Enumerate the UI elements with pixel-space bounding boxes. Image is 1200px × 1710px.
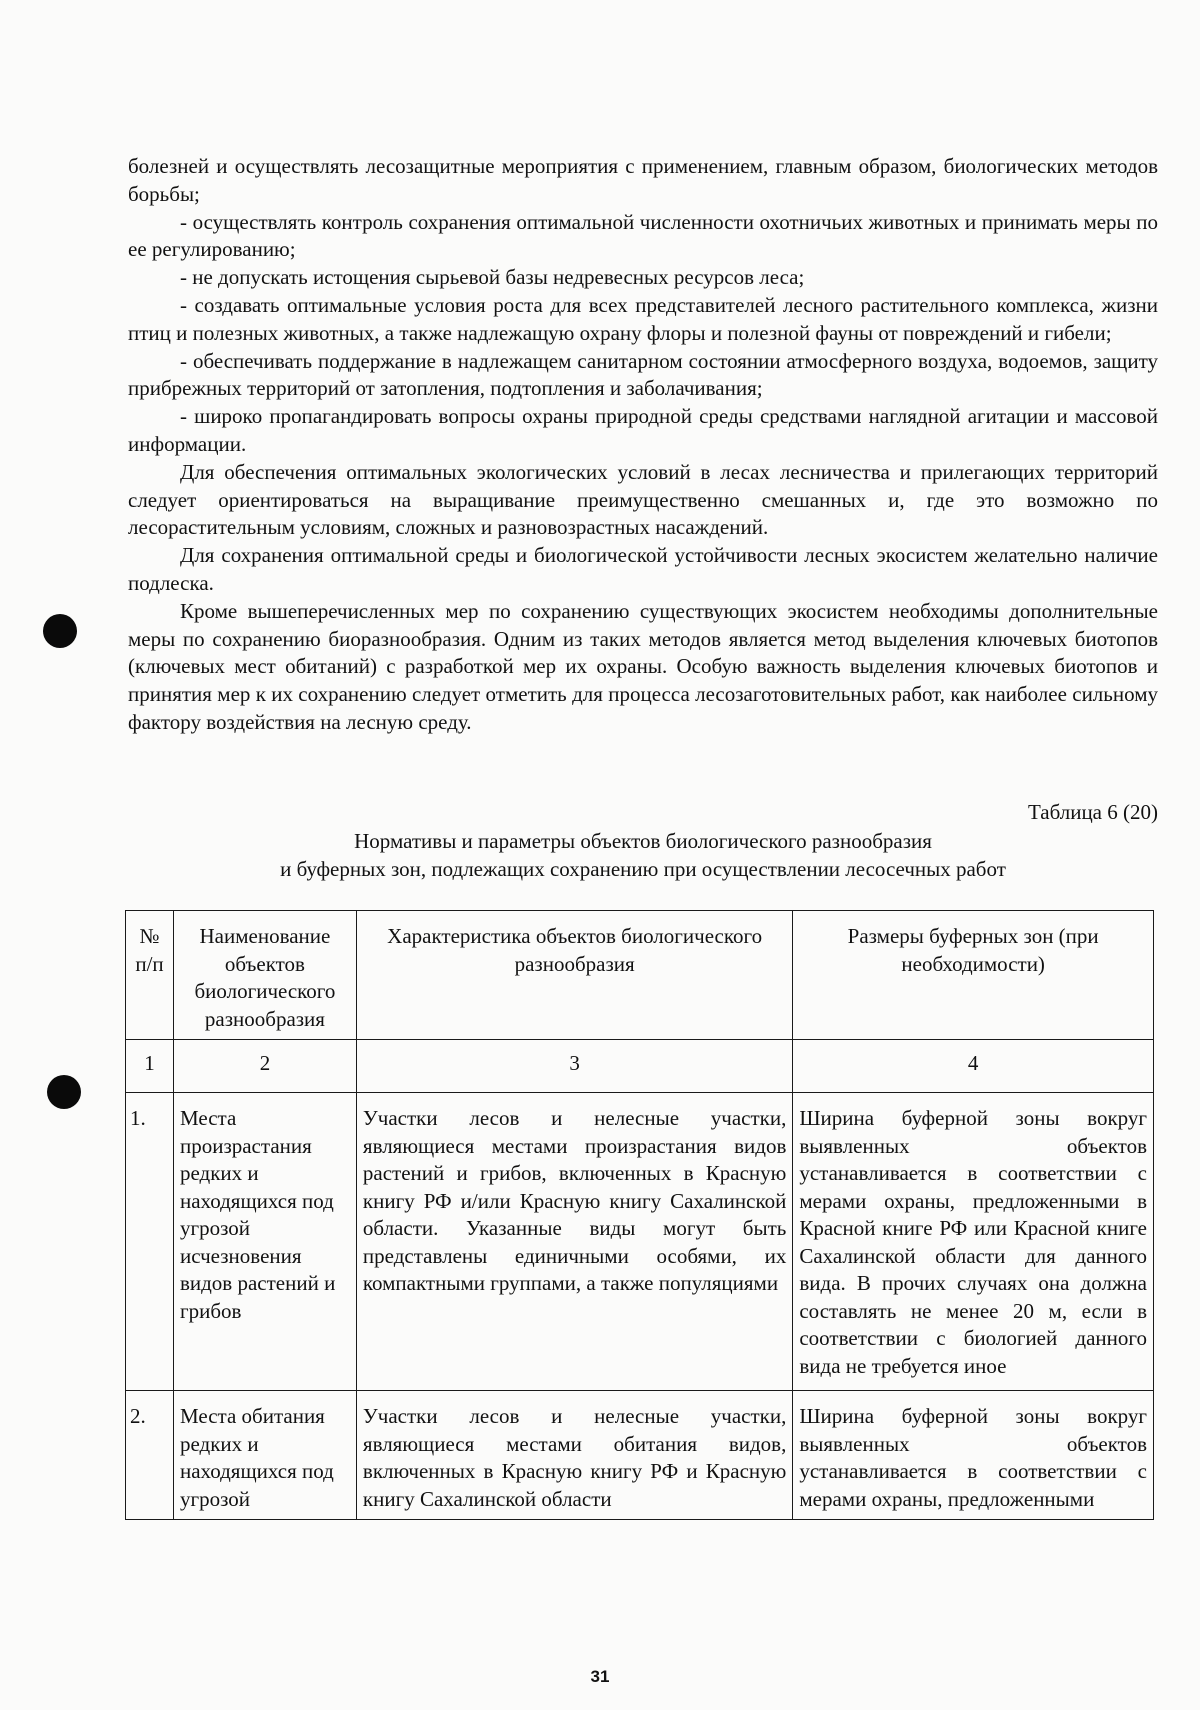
row-name-cell: Места обитания редких и находящихся под угрозой (173, 1391, 356, 1520)
row-characteristic-cell: Участки лесов и нелесные участки, являющиеся местами произрастания видов растений и грибов, включенных в Красную книгу РФ и/или Красную книгу Сахалинской области. Указанные виды могут быть представлены единичными особями, их компактными группами, а также популяциями (356, 1093, 792, 1391)
norms-table (125, 910, 1154, 1520)
column-number-cell: 4 (793, 1040, 1154, 1093)
paragraph: болезней и осуществлять лесозащитные мероприятия с применением, главным образом, биологических методов борьбы; (128, 154, 1158, 206)
table-row (126, 1093, 1154, 1391)
paragraph: - не допускать истощения сырьевой базы недревесных ресурсов леса; (180, 265, 805, 290)
column-number-cell: 3 (356, 1040, 792, 1093)
page-number: 31 (590, 1667, 610, 1686)
column-number-cell: 1 (126, 1040, 174, 1093)
table-header-row (126, 911, 1154, 1040)
paragraph: - осуществлять контроль сохранения оптимальной численности охотничьих животных и принимать меры по ее регулированию; (128, 209, 1158, 262)
paragraph: Для сохранения оптимальной среды и биологической устойчивости лесных экосистем желательно наличие подлеска. (128, 543, 1158, 595)
body-text (128, 153, 1158, 737)
table-title-line: и буферных зон, подлежащих сохранению при осуществлении лесосечных работ (280, 856, 1006, 881)
row-buffer-cell: Ширина буферной зоны вокруг выявленных объектов устанавливается в соответствии с мерами охраны, предложенными (793, 1391, 1154, 1520)
row-name-cell: Места произрастания редких и находящихся под угрозой исчезновения видов растений и грибов (173, 1093, 356, 1391)
row-buffer-cell: Ширина буферной зоны вокруг выявленных объектов устанавливается в соответствии с мерами охраны, предложенными в Красной книге РФ или Красной книге Сахалинской области для данного вида. В прочих случаях она должна составлять не менее 20 м, если в соответствии с биологией данного вида не требуется иное (793, 1093, 1154, 1391)
header-cell: Характеристика объектов биологического разнообразия (356, 911, 792, 1040)
punch-hole (47, 1075, 81, 1109)
table-number: Таблица 6 (20) (1027, 800, 1158, 824)
paragraph: - широко пропагандировать вопросы охраны природной среды средствами наглядной агитации и массовой информации. (128, 404, 1158, 456)
row-number-cell: 1. (126, 1093, 174, 1391)
table-title (128, 828, 1158, 884)
column-number-row (126, 1040, 1154, 1093)
paragraph: - обеспечивать поддержание в надлежащем санитарном состоянии атмосферного воздуха, водоемов, защиту прибрежных территорий от затопления, подтопления и заболачивания; (128, 348, 1158, 401)
header-cell: Наименование объектов биологического разнообразия (173, 911, 356, 1040)
header-cell: Размеры буферных зон (при необходимости) (793, 911, 1154, 1040)
row-number-cell: 2. (126, 1391, 174, 1520)
paragraph: Для обеспечения оптимальных экологических условий в лесах лесничества и прилегающих территорий следует ориентироваться на выращивание преимущественно смешанных и, где это возможно по лесорастительным условиям, сложных и разновозрастных насаждений. (128, 459, 1158, 540)
punch-hole (43, 614, 77, 648)
column-number-cell: 2 (173, 1040, 356, 1093)
header-cell: № п/п (126, 911, 174, 1040)
paragraph: Кроме вышеперечисленных мер по сохранению существующих экосистем необходимы дополнительные меры по сохранению биоразнообразия. Одним из таких методов является метод выделения ключевых биотопов (ключевых мест обитаний) с разработкой мер их охраны. Особую важность выделения ключевых биотопов и принятия мер к их сохранению следует отметить для процесса лесозаготовительных работ, как наиболее сильному фактору воздействия на лесную среду. (128, 598, 1158, 734)
table-title-line: Нормативы и параметры объектов биологического разнообразия (354, 829, 932, 853)
paragraph: - создавать оптимальные условия роста для всех представителей лесного растительного комплекса, жизни птиц и полезных животных, а также надлежащую охрану флоры и полезной фауны от повреждений и гибели; (128, 292, 1158, 345)
table-row (126, 1391, 1154, 1520)
row-characteristic-cell: Участки лесов и нелесные участки, являющиеся местами обитания видов, включенных в Красную книгу РФ и Красную книгу Сахалинской области (356, 1391, 792, 1520)
